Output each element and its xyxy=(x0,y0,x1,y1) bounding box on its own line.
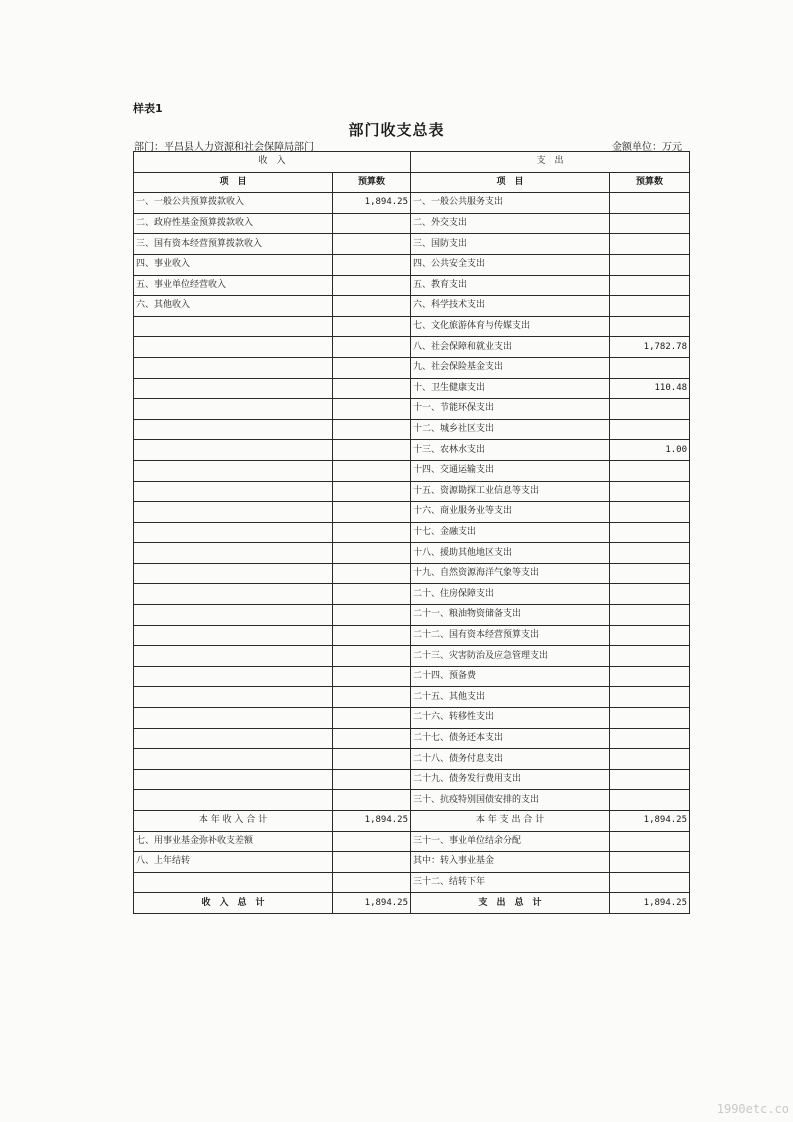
income-value xyxy=(333,584,411,605)
expense-item: 十五、资源勘探工业信息等支出 xyxy=(411,481,610,502)
income-item xyxy=(134,563,333,584)
table-row xyxy=(134,749,690,770)
income-item xyxy=(134,646,333,667)
expense-value xyxy=(610,646,690,667)
table-row xyxy=(134,666,690,687)
section-header-row xyxy=(134,152,690,173)
income-item xyxy=(134,316,333,337)
expense-value xyxy=(610,193,690,214)
income-item: 六、其他收入 xyxy=(134,296,333,317)
income-item xyxy=(134,543,333,564)
income-item xyxy=(134,666,333,687)
income-value xyxy=(333,749,411,770)
expense-value: 1.00 xyxy=(610,440,690,461)
grand-income-total-value: 1,894.25 xyxy=(333,893,411,914)
year-total-row xyxy=(134,811,690,832)
expense-item: 二十七、债务还本支出 xyxy=(411,728,610,749)
expense-item: 八、社会保障和就业支出 xyxy=(411,337,610,358)
table-row xyxy=(134,872,690,893)
income-value xyxy=(333,769,411,790)
expense-value: 110.48 xyxy=(610,378,690,399)
sample-label: 样表1 xyxy=(133,102,163,115)
income-item xyxy=(134,769,333,790)
table-row xyxy=(134,234,690,255)
income-value xyxy=(333,563,411,584)
expense-value xyxy=(610,708,690,729)
table-row xyxy=(134,316,690,337)
grand-expense-total-value: 1,894.25 xyxy=(610,893,690,914)
income-value xyxy=(333,275,411,296)
expense-value xyxy=(610,460,690,481)
expense-value: 1,782.78 xyxy=(610,337,690,358)
table-row xyxy=(134,708,690,729)
income-item: 七、用事业基金弥补收支差额 xyxy=(134,831,333,852)
income-value xyxy=(333,234,411,255)
income-item xyxy=(134,605,333,626)
income-item xyxy=(134,584,333,605)
expense-value xyxy=(610,769,690,790)
expense-item: 四、公共安全支出 xyxy=(411,254,610,275)
expense-value xyxy=(610,625,690,646)
income-item: 二、政府性基金预算拨款收入 xyxy=(134,213,333,234)
income-value xyxy=(333,687,411,708)
expense-value xyxy=(610,543,690,564)
expense-item: 三十一、事业单位结余分配 xyxy=(411,831,610,852)
expense-value xyxy=(610,728,690,749)
income-value xyxy=(333,646,411,667)
expense-item: 二十二、国有资本经营预算支出 xyxy=(411,625,610,646)
income-item xyxy=(134,378,333,399)
table-row xyxy=(134,254,690,275)
income-item: 八、上年结转 xyxy=(134,852,333,873)
income-value xyxy=(333,213,411,234)
table-row xyxy=(134,584,690,605)
table-row xyxy=(134,193,690,214)
income-item xyxy=(134,502,333,523)
expense-value xyxy=(610,357,690,378)
table-row xyxy=(134,522,690,543)
expense-value xyxy=(610,872,690,893)
budget-table xyxy=(133,151,690,914)
expense-item: 其中：转入事业基金 xyxy=(411,852,610,873)
income-item: 五、事业单位经营收入 xyxy=(134,275,333,296)
expense-value xyxy=(610,419,690,440)
table-row xyxy=(134,460,690,481)
expense-item: 五、教育支出 xyxy=(411,275,610,296)
expense-item-header: 项 目 xyxy=(411,172,610,193)
expense-item: 十三、农林水支出 xyxy=(411,440,610,461)
expense-item: 二十四、预备费 xyxy=(411,666,610,687)
grand-expense-total-label: 支 出 总 计 xyxy=(411,893,610,914)
income-value xyxy=(333,254,411,275)
income-value xyxy=(333,708,411,729)
department-label: 部门：平昌县人力资源和社会保障局部门 xyxy=(134,142,314,153)
income-item xyxy=(134,460,333,481)
year-income-total-label: 本 年 收 入 合 计 xyxy=(134,811,333,832)
grand-total-row xyxy=(134,893,690,914)
income-value xyxy=(333,831,411,852)
income-value xyxy=(333,378,411,399)
table-row xyxy=(134,481,690,502)
income-item xyxy=(134,728,333,749)
expense-item: 十、卫生健康支出 xyxy=(411,378,610,399)
income-value xyxy=(333,316,411,337)
income-value xyxy=(333,296,411,317)
expense-item: 十六、商业服务业等支出 xyxy=(411,502,610,523)
income-value xyxy=(333,481,411,502)
expense-value xyxy=(610,481,690,502)
year-expense-total-label: 本 年 支 出 合 计 xyxy=(411,811,610,832)
income-item: 四、事业收入 xyxy=(134,254,333,275)
expense-item: 二十三、灾害防治及应急管理支出 xyxy=(411,646,610,667)
expense-value xyxy=(610,584,690,605)
table-row xyxy=(134,563,690,584)
table-row xyxy=(134,605,690,626)
income-value xyxy=(333,852,411,873)
income-value xyxy=(333,605,411,626)
income-budget-header: 预算数 xyxy=(333,172,411,193)
income-value xyxy=(333,460,411,481)
income-value xyxy=(333,728,411,749)
year-expense-total-value: 1,894.25 xyxy=(610,811,690,832)
table-row xyxy=(134,502,690,523)
table-row xyxy=(134,687,690,708)
expense-item: 七、文化旅游体育与传媒支出 xyxy=(411,316,610,337)
table-row xyxy=(134,399,690,420)
expense-item: 一、一般公共服务支出 xyxy=(411,193,610,214)
expense-value xyxy=(610,749,690,770)
income-item xyxy=(134,440,333,461)
expense-item: 十七、金融支出 xyxy=(411,522,610,543)
expense-item: 二十一、粮油物资储备支出 xyxy=(411,605,610,626)
income-item xyxy=(134,522,333,543)
unit-label: 金额单位：万元 xyxy=(612,142,682,153)
expense-value xyxy=(610,234,690,255)
watermark: 1990etc.co xyxy=(716,1102,789,1116)
expense-item: 二、外交支出 xyxy=(411,213,610,234)
income-header: 收 入 xyxy=(134,152,411,173)
income-item xyxy=(134,708,333,729)
table-row xyxy=(134,357,690,378)
page-title: 部门收支总表 xyxy=(348,121,445,139)
table-row xyxy=(134,625,690,646)
income-item-header: 项 目 xyxy=(134,172,333,193)
income-value xyxy=(333,419,411,440)
table-row xyxy=(134,337,690,358)
expense-header: 支 出 xyxy=(411,152,690,173)
income-item xyxy=(134,399,333,420)
table-row xyxy=(134,440,690,461)
table-row xyxy=(134,213,690,234)
expense-value xyxy=(610,296,690,317)
expense-value xyxy=(610,522,690,543)
income-item: 三、国有资本经营预算拨款收入 xyxy=(134,234,333,255)
expense-value xyxy=(610,399,690,420)
table-row xyxy=(134,378,690,399)
grand-income-total-label: 收 入 总 计 xyxy=(134,893,333,914)
income-item: 一、一般公共预算拨款收入 xyxy=(134,193,333,214)
expense-value xyxy=(610,502,690,523)
column-header-row xyxy=(134,172,690,193)
table-row xyxy=(134,852,690,873)
income-item xyxy=(134,749,333,770)
table-row xyxy=(134,769,690,790)
expense-item: 十八、援助其他地区支出 xyxy=(411,543,610,564)
income-item xyxy=(134,419,333,440)
expense-item: 二十九、债务发行费用支出 xyxy=(411,769,610,790)
year-income-total-value: 1,894.25 xyxy=(333,811,411,832)
table-row xyxy=(134,646,690,667)
income-value xyxy=(333,666,411,687)
income-item xyxy=(134,872,333,893)
income-item xyxy=(134,481,333,502)
expense-item: 二十六、转移性支出 xyxy=(411,708,610,729)
table-row xyxy=(134,296,690,317)
expense-value xyxy=(610,666,690,687)
expense-value xyxy=(610,605,690,626)
expense-value xyxy=(610,852,690,873)
expense-item: 六、科学技术支出 xyxy=(411,296,610,317)
expense-item: 十二、城乡社区支出 xyxy=(411,419,610,440)
expense-item: 二十五、其他支出 xyxy=(411,687,610,708)
income-value xyxy=(333,872,411,893)
expense-item: 三十、抗疫特别国债安排的支出 xyxy=(411,790,610,811)
expense-value xyxy=(610,316,690,337)
income-value xyxy=(333,502,411,523)
expense-value xyxy=(610,831,690,852)
table-row xyxy=(134,419,690,440)
income-item xyxy=(134,687,333,708)
table-row xyxy=(134,831,690,852)
income-value xyxy=(333,399,411,420)
income-value xyxy=(333,440,411,461)
expense-item: 十九、自然资源海洋气象等支出 xyxy=(411,563,610,584)
expense-item: 九、社会保险基金支出 xyxy=(411,357,610,378)
expense-value xyxy=(610,790,690,811)
expense-item: 三、国防支出 xyxy=(411,234,610,255)
income-value xyxy=(333,522,411,543)
expense-value xyxy=(610,275,690,296)
income-item xyxy=(134,337,333,358)
table-row xyxy=(134,543,690,564)
income-item xyxy=(134,790,333,811)
expense-value xyxy=(610,563,690,584)
table-row xyxy=(134,275,690,296)
income-value xyxy=(333,337,411,358)
income-value xyxy=(333,790,411,811)
expense-value xyxy=(610,254,690,275)
income-value xyxy=(333,543,411,564)
expense-item: 二十、住房保障支出 xyxy=(411,584,610,605)
expense-value xyxy=(610,687,690,708)
income-value: 1,894.25 xyxy=(333,193,411,214)
income-value xyxy=(333,357,411,378)
expense-item: 十四、交通运输支出 xyxy=(411,460,610,481)
expense-budget-header: 预算数 xyxy=(610,172,690,193)
table-row xyxy=(134,790,690,811)
table-row xyxy=(134,728,690,749)
expense-value xyxy=(610,213,690,234)
expense-item: 十一、节能环保支出 xyxy=(411,399,610,420)
income-item xyxy=(134,625,333,646)
expense-item: 三十二、结转下年 xyxy=(411,872,610,893)
expense-item: 二十八、债务付息支出 xyxy=(411,749,610,770)
income-item xyxy=(134,357,333,378)
income-value xyxy=(333,625,411,646)
